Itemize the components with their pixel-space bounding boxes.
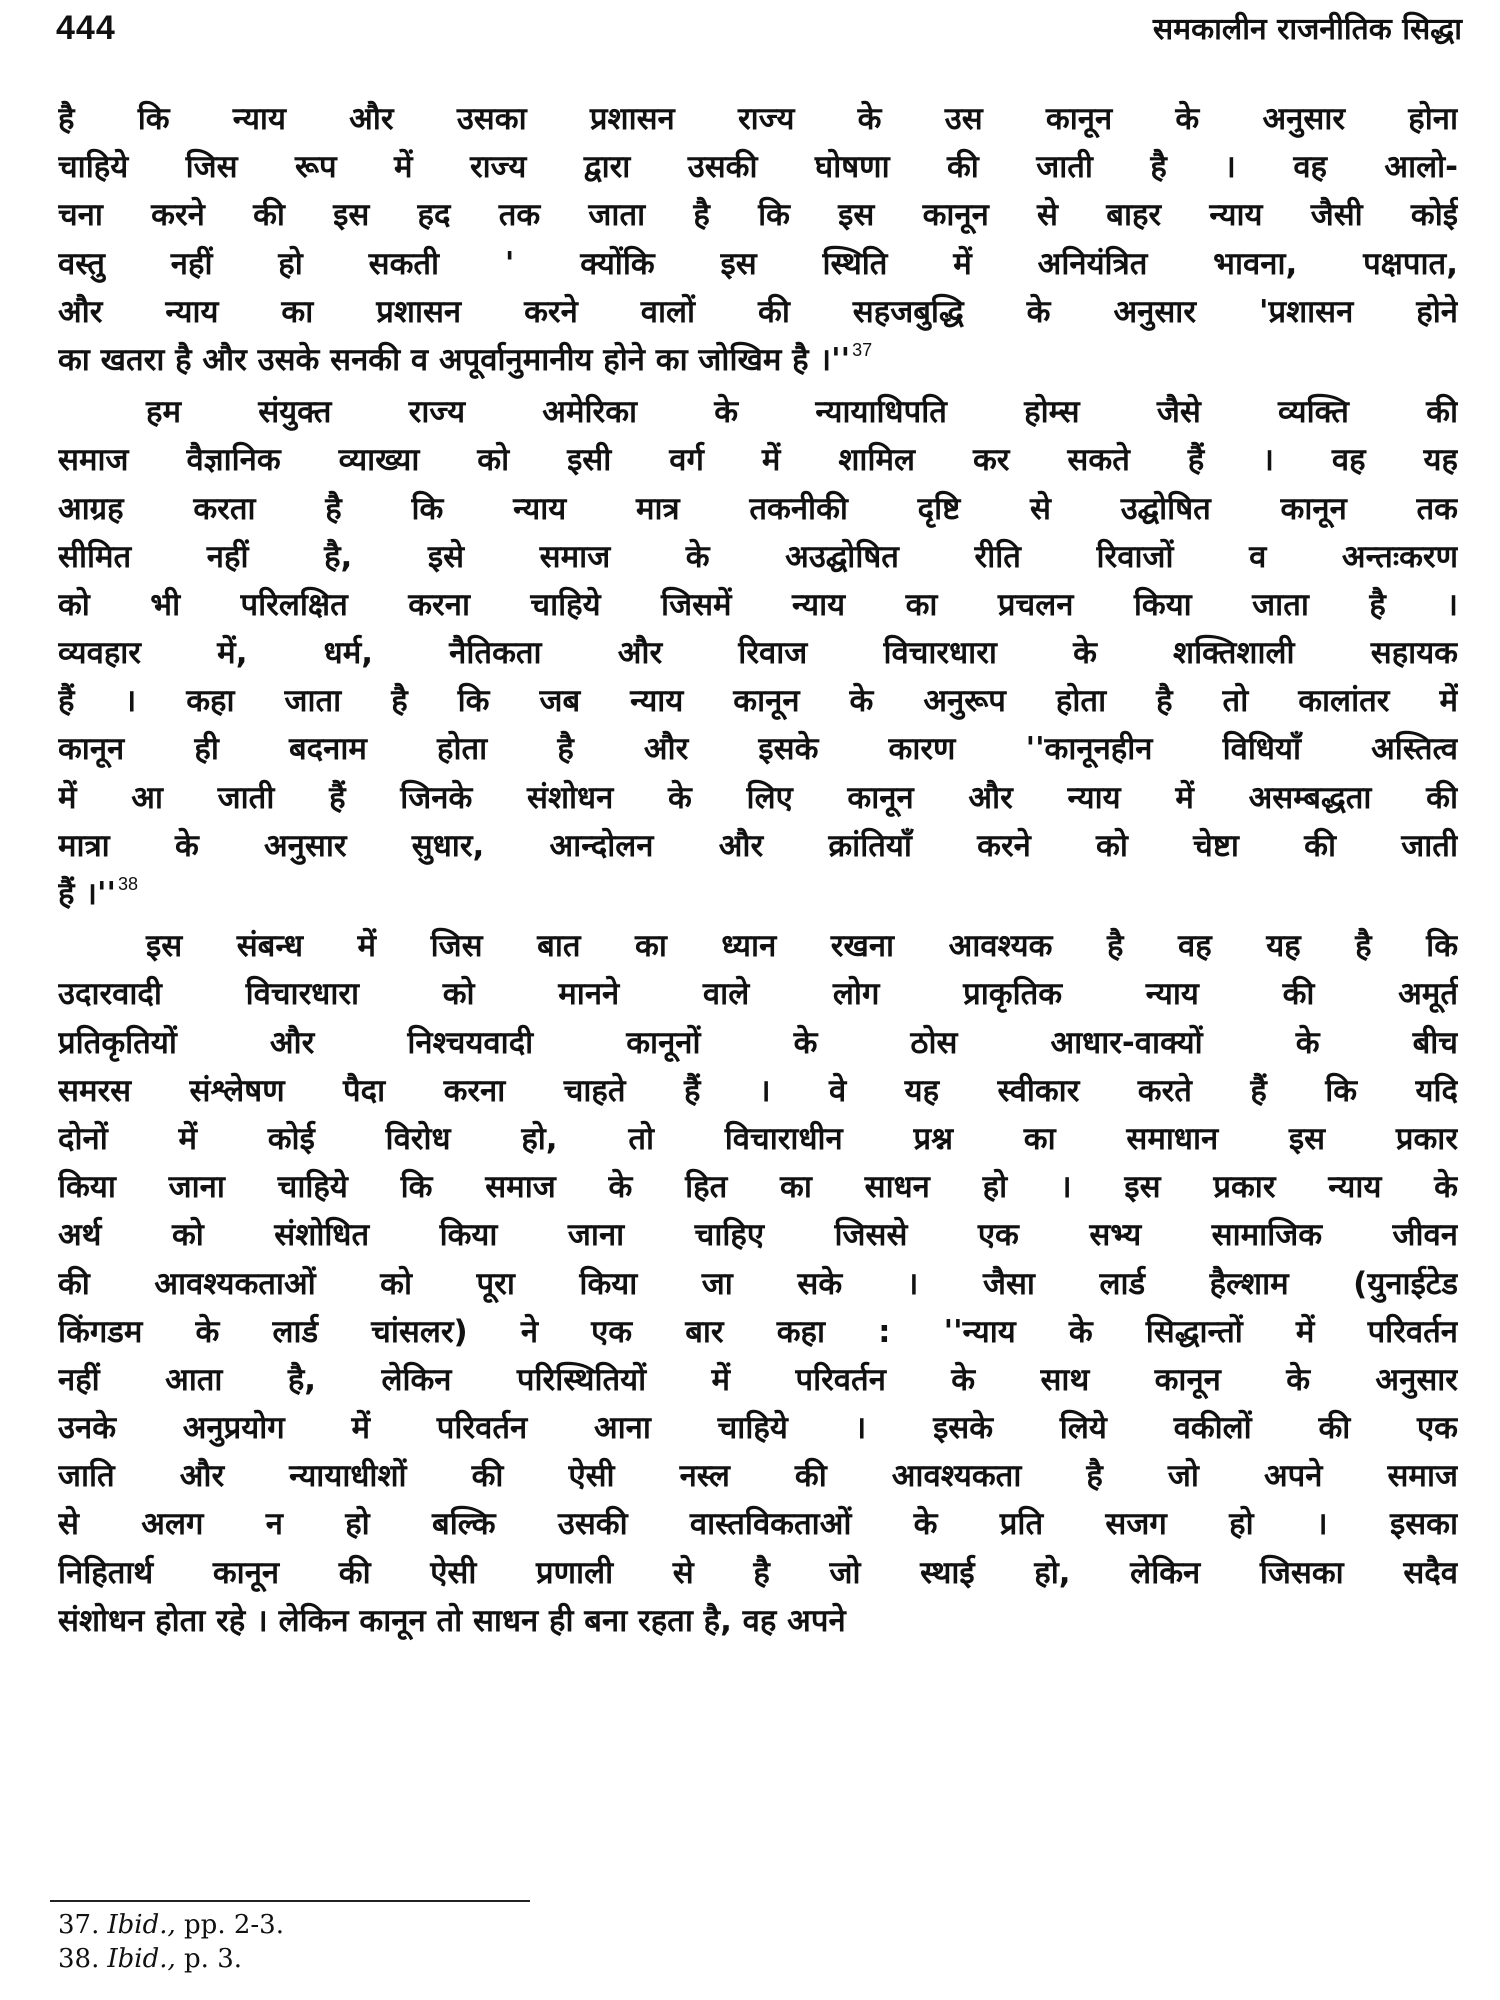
body-text (58, 95, 1458, 1645)
text-line (58, 774, 1458, 822)
footnote-number: 38. (58, 1944, 100, 1974)
line-text: में आ जाती हैं जिनके संशोधन के लिए कानून और न्याय में असम्बद्धता की (58, 779, 1458, 816)
footnote-reference: 37 (852, 339, 873, 360)
footnote-source: Ibid., (107, 1910, 176, 1940)
text-line (58, 1211, 1458, 1259)
text-line (58, 1260, 1458, 1308)
text-line (58, 1404, 1458, 1452)
text-line (58, 970, 1458, 1018)
line-text: मात्रा के अनुसार सुधार, आन्दोलन और क्रांतियाँ करने को चेष्टा की जाती (58, 827, 1458, 864)
line-text: हम संयुक्त राज्य अमेरिका के न्यायाधिपति होम्स जैसे व्यक्ति की (146, 394, 1458, 431)
text-line (58, 191, 1458, 239)
text-line (58, 240, 1458, 288)
line-text: है कि न्याय और उसका प्रशासन राज्य के उस कानून के अनुसार होना (58, 101, 1458, 137)
text-line (58, 581, 1458, 629)
page-number: 444 (56, 9, 116, 47)
text-line (58, 1500, 1458, 1548)
line-text: किया जाना चाहिये कि समाज के हित का साधन हो । इस प्रकार न्याय के (58, 1169, 1458, 1206)
line-text: से अलग न हो बल्कि उसकी वास्तविकताओं के प्रति सजग हो । इसका (58, 1506, 1458, 1543)
line-text: उनके अनुप्रयोग में परिवर्तन आना चाहिये । इसके लिये वकीलों की एक (58, 1410, 1458, 1447)
text-line (58, 1115, 1458, 1163)
text-line (58, 95, 1458, 143)
paragraph (58, 388, 1458, 918)
text-line (58, 629, 1458, 677)
line-text: चाहिये जिस रूप में राज्य द्वारा उसकी घोषणा की जाती है । वह आलो- (58, 149, 1458, 186)
text-line (58, 336, 1458, 384)
footnote (58, 1942, 284, 1976)
text-line (58, 1308, 1458, 1356)
text-line (58, 822, 1458, 870)
footnote-number: 37. (58, 1910, 100, 1940)
text-line (58, 1452, 1458, 1500)
text-line (58, 143, 1458, 191)
line-text: चना करने की इस हद तक जाता है कि इस कानून से बाहर न्याय जैसी कोई (58, 197, 1458, 234)
footnotes (58, 1908, 284, 1976)
line-text: और न्याय का प्रशासन करने वालों की सहजबुद्धि के अनुसार 'प्रशासन होने (58, 293, 1458, 330)
line-text: हैं । कहा जाता है कि जब न्याय कानून के अनुरूप होता है तो कालांतर में (58, 683, 1458, 720)
text-line (58, 1067, 1458, 1115)
line-text: सीमित नहीं है, इसे समाज के अउद्घोषित रीति रिवाजों व अन्तःकरण (58, 538, 1458, 575)
text-line (58, 1597, 1458, 1645)
line-text: की आवश्यकताओं को पूरा किया जा सके । जैसा लार्ड हैल्शाम (युनाईटेड (58, 1265, 1458, 1302)
line-text: नहीं आता है, लेकिन परिस्थितियों में परिवर्तन के साथ कानून के अनुसार (58, 1361, 1458, 1398)
text-line (58, 870, 1458, 918)
footnote-pages: p. 3. (184, 1944, 243, 1974)
text-line (58, 1163, 1458, 1211)
text-line (58, 725, 1458, 773)
line-text: को भी परिलक्षित करना चाहिये जिसमें न्याय का प्रचलन किया जाता है । (58, 586, 1458, 623)
line-text: उदारवादी विचारधारा को मानने वाले लोग प्राकृतिक न्याय की अमूर्त (58, 976, 1458, 1013)
line-text: समाज वैज्ञानिक व्याख्या को इसी वर्ग में शामिल कर सकते हैं । वह यह (58, 442, 1458, 479)
line-text: हैं ।'' (58, 876, 116, 912)
line-text: का खतरा है और उसके सनकी व अपूर्वानुमानीय होने का जोखिम है ।'' (58, 341, 851, 378)
text-line (58, 485, 1458, 533)
footnote-reference: 38 (117, 874, 139, 894)
line-text: अर्थ को संशोधित किया जाना चाहिए जिससे एक सभ्य सामाजिक जीवन (58, 1217, 1458, 1254)
text-line (58, 1019, 1458, 1067)
line-text: वस्तु नहीं हो सकती ' क्योंकि इस स्थिति में अनियंत्रित भावना, पक्षपात, (58, 245, 1458, 282)
footnote (58, 1908, 284, 1942)
text-line (58, 922, 1458, 970)
text-line (58, 1549, 1458, 1597)
running-title: समकालीन राजनीतिक सिद्धा (1152, 12, 1462, 47)
line-text: निहितार्थ कानून की ऐसी प्रणाली से है जो स्थाई हो, लेकिन जिसका सदैव (58, 1554, 1458, 1591)
text-line (58, 1356, 1458, 1404)
line-text: इस संबन्ध में जिस बात का ध्यान रखना आवश्यक है वह यह है कि (146, 928, 1458, 965)
text-line (58, 388, 1458, 436)
line-text: जाति और न्यायाधीशों की ऐसी नस्ल की आवश्यकता है जो अपने समाज (58, 1458, 1458, 1495)
line-text: आग्रह करता है कि न्याय मात्र तकनीकी दृष्टि से उद्घोषित कानून तक (58, 490, 1458, 527)
paragraph (58, 95, 1458, 384)
line-text: संशोधन होता रहे । लेकिन कानून तो साधन ही बना रहता है, वह अपने (58, 1602, 846, 1639)
text-line (58, 677, 1458, 725)
footnote-pages: pp. 2-3. (184, 1910, 284, 1940)
paragraph (58, 922, 1458, 1645)
line-text: प्रतिकृतियों और निश्चयवादी कानूनों के ठोस आधार-वाक्यों के बीच (58, 1024, 1458, 1061)
line-text: किंगडम के लार्ड चांसलर) ने एक बार कहा : ''न्याय के सिद्धान्तों में परिवर्तन (58, 1313, 1458, 1350)
line-text: दोनों में कोई विरोध हो, तो विचाराधीन प्रश्न का समाधान इस प्रकार (58, 1120, 1458, 1157)
line-text: कानून ही बदनाम होता है और इसके कारण ''कानूनहीन विधियाँ अस्तित्व (58, 731, 1458, 768)
line-text: व्यवहार में, धर्म, नैतिकता और रिवाज विचारधारा के शक्तिशाली सहायक (58, 635, 1458, 672)
footnote-source: Ibid., (107, 1944, 176, 1974)
text-line (58, 436, 1458, 484)
text-line (58, 533, 1458, 581)
text-line (58, 288, 1458, 336)
footnote-divider (50, 1900, 530, 1902)
line-text: समरस संश्लेषण पैदा करना चाहते हैं । वे यह स्वीकार करते हैं कि यदि (58, 1072, 1458, 1109)
